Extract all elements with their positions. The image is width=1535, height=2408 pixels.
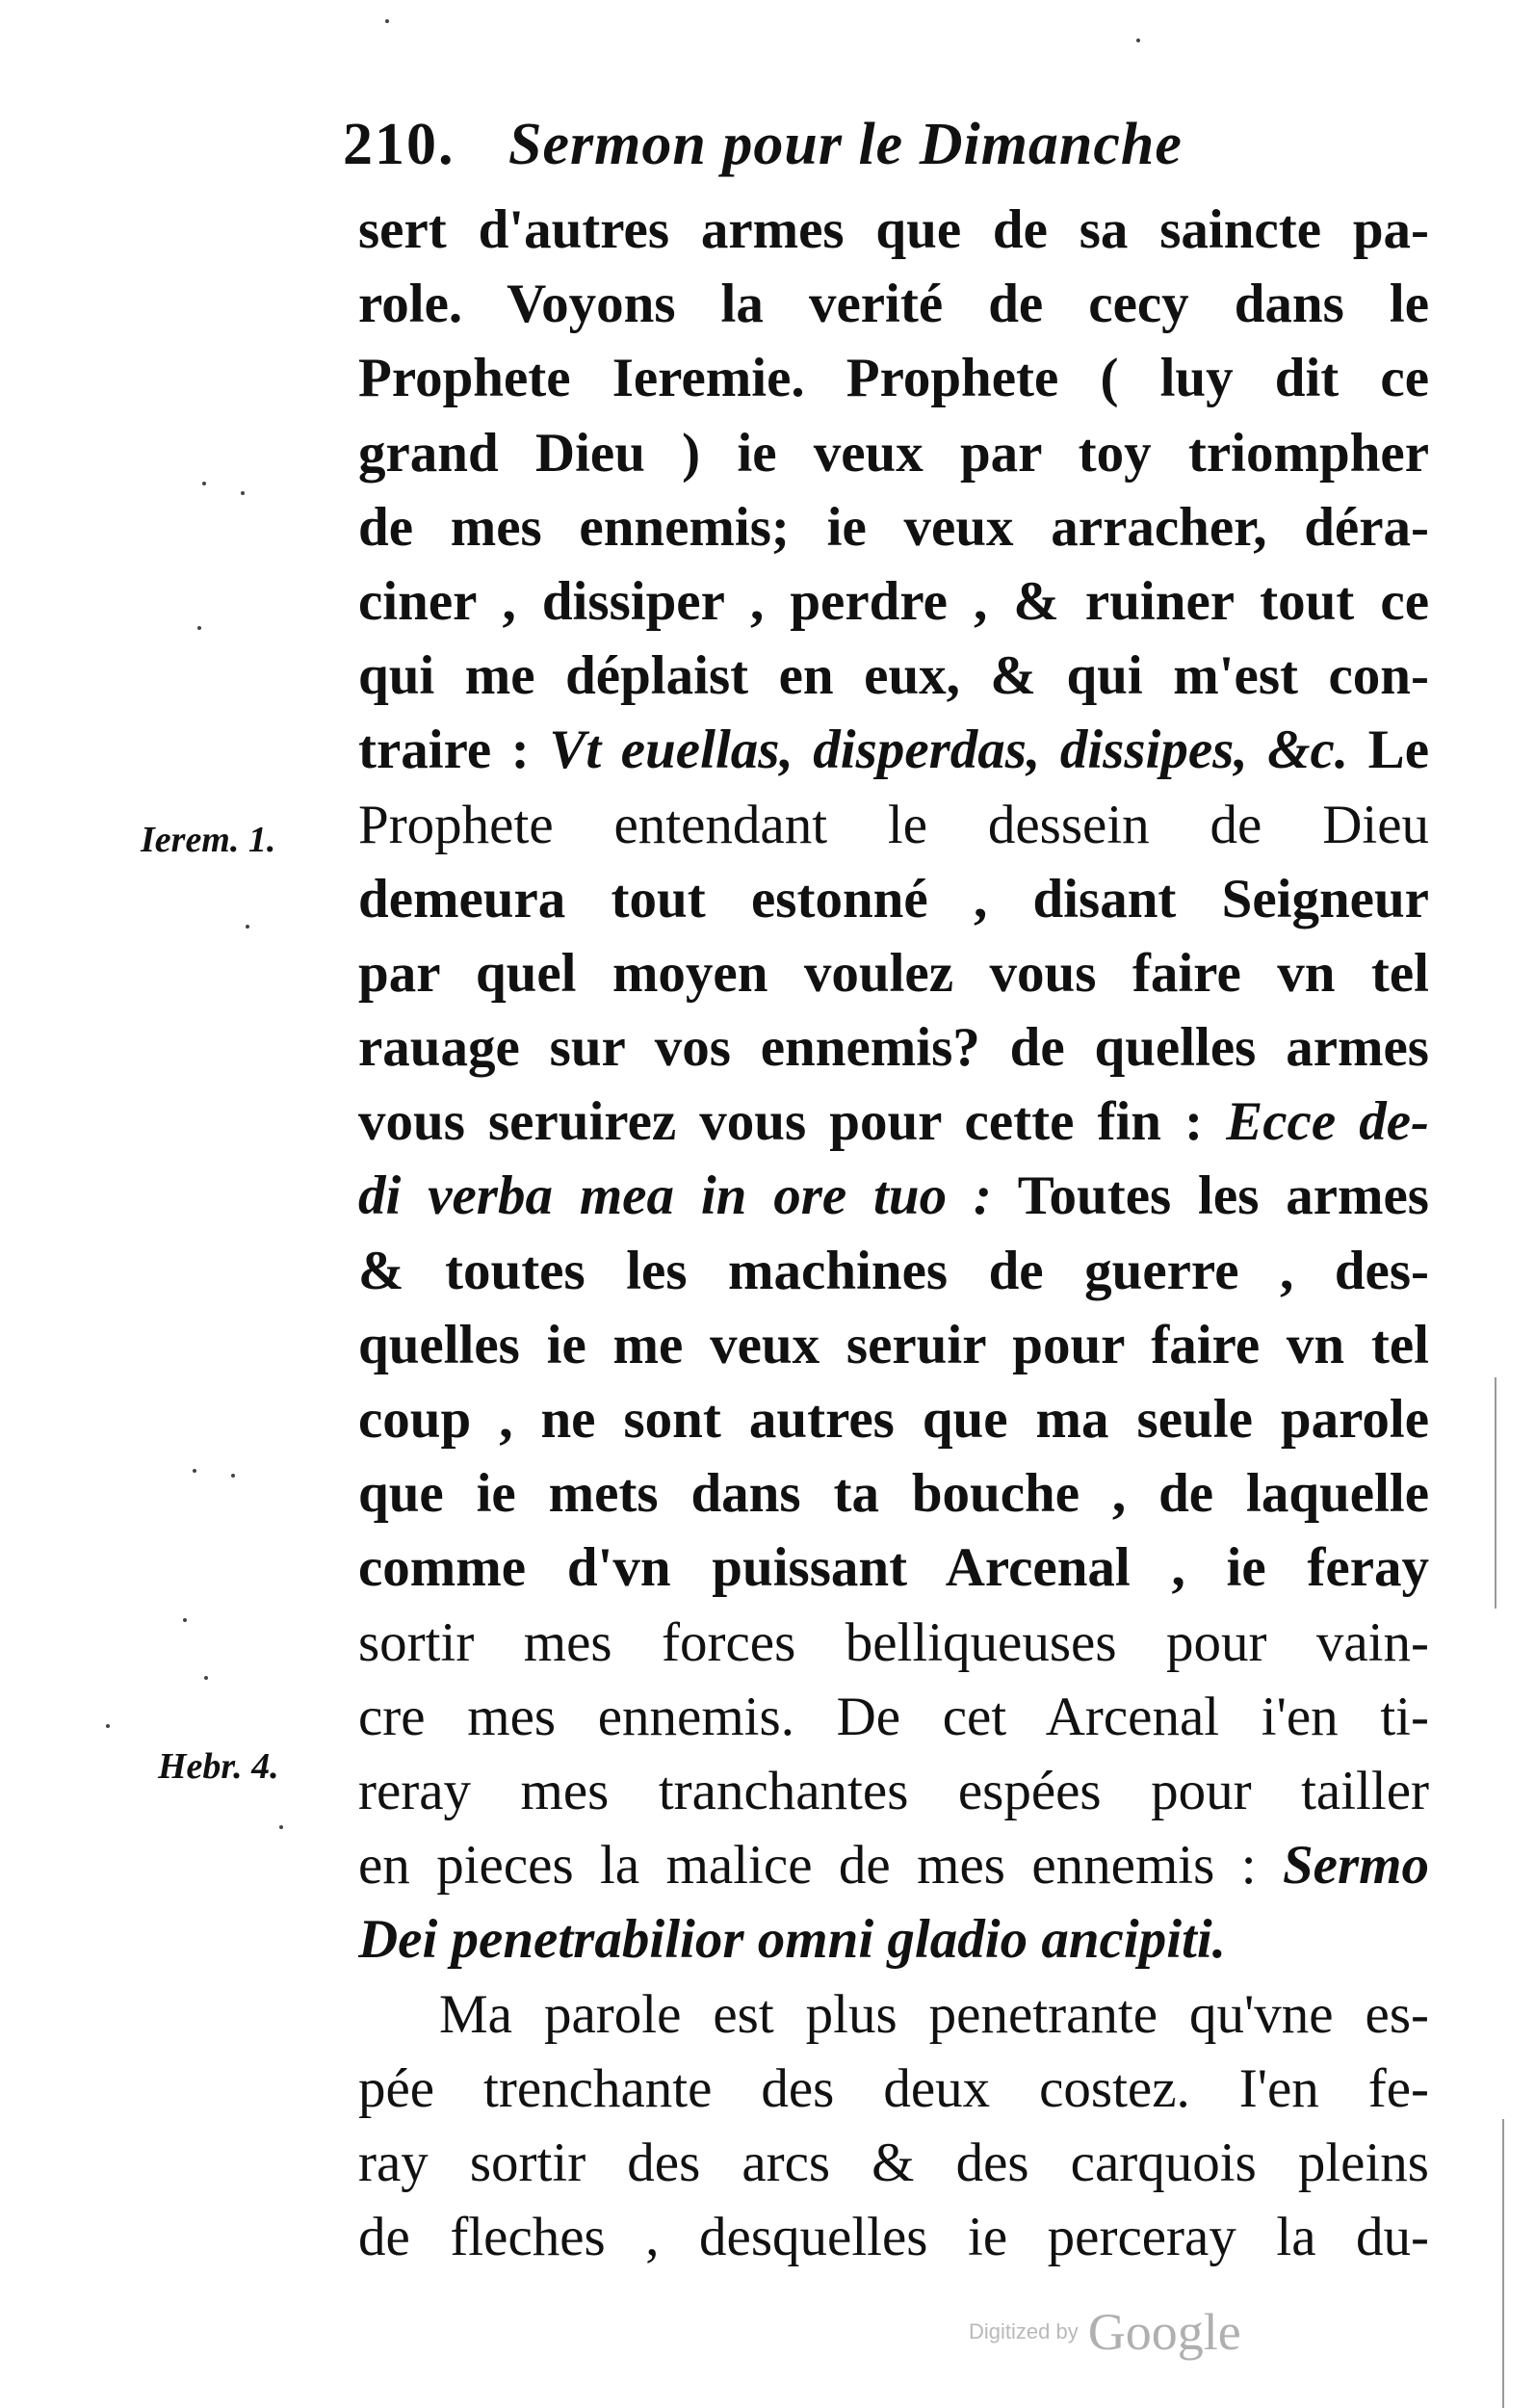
text-line: quelles ie me veux seruir pour faire vn tel — [358, 1314, 1429, 1375]
scan-speck — [202, 482, 206, 485]
running-head — [343, 106, 1402, 183]
text-line: de fleches , desquelles ie perceray la du- — [358, 2207, 1429, 2268]
text-line: grand Dieu ) ie veux par toy triompher — [358, 422, 1429, 484]
text-line: de mes ennemis; ie veux arracher, déra- — [358, 496, 1429, 558]
text-span: Le — [1348, 720, 1429, 781]
latin-quote: Sermo — [1282, 1835, 1429, 1897]
text-line: ciner , dissiper , perdre , & ruiner tout ce — [358, 570, 1429, 632]
text-span: vous seruirez vous pour cette fin : — [358, 1091, 1204, 1153]
scan-speck — [183, 1618, 187, 1622]
running-title: Sermon pour le Dimanche — [508, 112, 1183, 177]
text-line: qui me déplaist en eux, & qui m'est con- — [358, 645, 1429, 707]
scan-edge-line — [1502, 2119, 1504, 2408]
latin-quote: Dei penetrabilior omni gladio ancipiti. — [358, 1909, 1226, 1971]
text-line: & toutes les machines de guerre , des- — [358, 1240, 1429, 1301]
text-span: en pieces la malice de mes ennemis : — [358, 1835, 1257, 1897]
text-line — [358, 1828, 1429, 1902]
scan-edge-line — [1495, 1377, 1496, 1609]
text-line: comme d'vn puissant Arcenal , ie feray — [358, 1537, 1429, 1599]
text-line: sortir mes forces belliqueuses pour vain- — [358, 1611, 1429, 1673]
scan-speck — [385, 19, 389, 23]
scan-speck — [193, 1469, 196, 1473]
text-line: cre mes ennemis. De cet Arcenal i'en ti- — [358, 1686, 1429, 1747]
latin-quote: di verba mea in ore tuo : — [358, 1165, 992, 1227]
text-line: pée trenchante des deux costez. I'en fe- — [358, 2057, 1429, 2119]
digitized-by-google-watermark — [969, 2302, 1392, 2369]
text-line: reray mes tranchantes espées pour tailler — [358, 1760, 1429, 1821]
page-number: 210. — [343, 112, 455, 177]
text-line: Prophete entendant le dessein de Dieu — [358, 794, 1429, 855]
text-line: coup , ne sont autres que ma seule parole — [358, 1389, 1429, 1450]
scan-speck — [231, 1474, 235, 1478]
scan-speck — [197, 626, 201, 630]
text-line — [358, 1085, 1429, 1159]
text-line — [358, 1902, 1429, 1976]
scan-speck — [241, 491, 245, 495]
body-text — [358, 193, 1429, 2274]
text-line — [358, 1159, 1429, 1233]
scan-speck — [204, 1676, 208, 1680]
text-line: demeura tout estonné , disant Seigneur — [358, 868, 1429, 929]
text-line: Prophete Ieremie. Prophete ( luy dit ce — [358, 348, 1429, 409]
latin-quote: Ecce de- — [1226, 1091, 1429, 1153]
latin-quote: Vt euellas, disperdas, dissipes, &c. — [549, 720, 1349, 781]
text-line: role. Voyons la verité de cecy dans le — [358, 274, 1429, 335]
text-line: ray sortir des arcs & des carquois pleins — [358, 2132, 1429, 2193]
scan-speck — [246, 925, 249, 929]
text-line: que ie mets dans ta bouche , de laquelle — [358, 1463, 1429, 1525]
margin-note-ieremie: Ierem. 1. — [141, 820, 276, 860]
text-line: Ma parole est plus penetrante qu'vne es- — [439, 1983, 1429, 2045]
scan-speck — [279, 1825, 283, 1829]
text-span: traire : — [358, 720, 530, 781]
text-line: sert d'autres armes que de sa saincte pa- — [358, 199, 1429, 260]
text-line: par quel moyen voulez vous faire vn tel — [358, 942, 1429, 1004]
text-span: Toutes les armes — [1017, 1165, 1429, 1227]
text-line: rauage sur vos ennemis? de quelles armes — [358, 1017, 1429, 1079]
scan-speck — [106, 1724, 110, 1728]
margin-note-hebreux: Hebr. 4. — [158, 1746, 279, 1787]
text-line — [358, 713, 1429, 787]
scan-speck — [1136, 39, 1140, 42]
watermark-prefix: Digitized by — [969, 2319, 1079, 2343]
google-logo: Google — [1087, 2303, 1241, 2361]
